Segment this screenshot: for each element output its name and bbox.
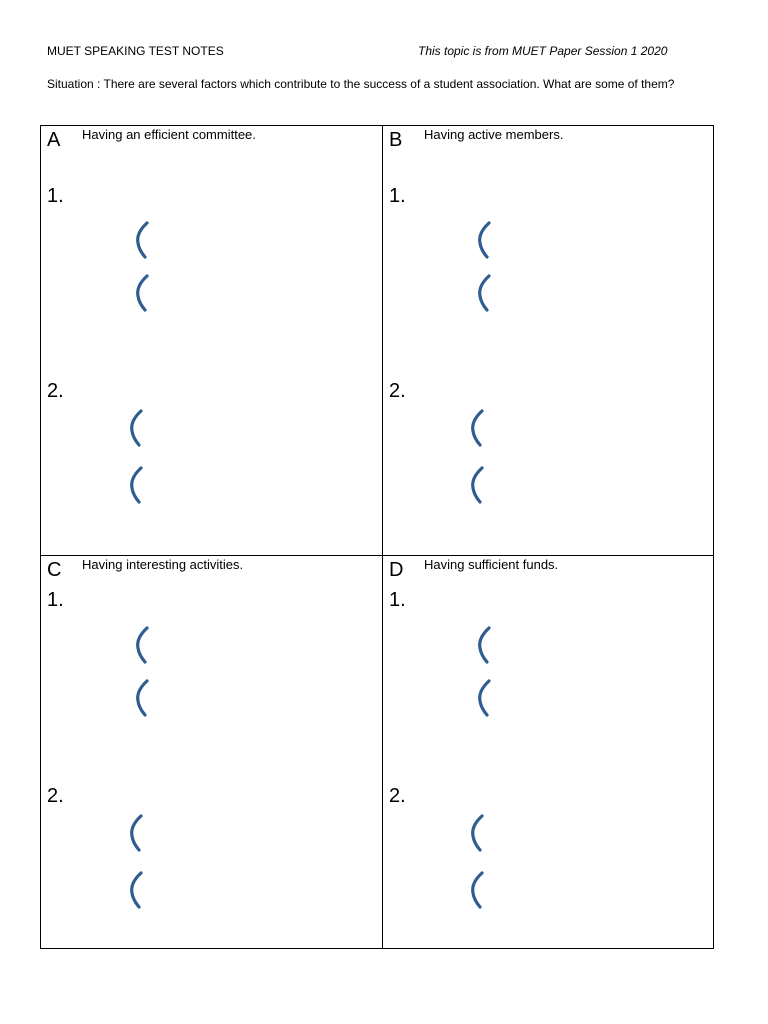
bracket-bullet-icon (127, 869, 147, 911)
bracket-bullet-icon (133, 677, 153, 719)
cell-title: Having interesting activities. (82, 557, 244, 572)
bracket-bullet-icon (133, 272, 153, 314)
bracket-bullet-icon (468, 812, 488, 854)
cell-letter: D (389, 559, 404, 581)
answer-grid (40, 125, 714, 949)
cell-b (383, 126, 724, 555)
item-number: 1. (47, 589, 64, 611)
cell-title: Having an efficient committee. (82, 127, 256, 142)
bracket-bullet-icon (133, 624, 153, 666)
bracket-bullet-icon (468, 407, 488, 449)
bracket-bullet-icon (127, 407, 147, 449)
cell-a (41, 126, 382, 555)
header-right: This topic is from MUET Paper Session 1 2020 (418, 44, 668, 58)
cell-c (41, 556, 382, 949)
cell-title: Having sufficient funds. (424, 557, 559, 572)
cell-letter: A (47, 129, 61, 151)
item-number: 2. (389, 785, 406, 807)
item-number: 1. (389, 589, 406, 611)
item-number: 2. (47, 380, 64, 402)
bracket-bullet-icon (133, 219, 153, 261)
header-left: MUET SPEAKING TEST NOTES (47, 44, 224, 58)
bracket-bullet-icon (127, 812, 147, 854)
situation-text: Situation : There are several factors which contribute to the success of a student association. What are some of them? (47, 77, 675, 91)
cell-d (383, 556, 724, 949)
item-number: 2. (389, 380, 406, 402)
cell-letter: C (47, 559, 62, 581)
bracket-bullet-icon (475, 219, 495, 261)
bracket-bullet-icon (475, 272, 495, 314)
item-number: 1. (389, 185, 406, 207)
cell-title: Having active members. (424, 127, 564, 142)
item-number: 1. (47, 185, 64, 207)
item-number: 2. (47, 785, 64, 807)
bracket-bullet-icon (468, 464, 488, 506)
bracket-bullet-icon (468, 869, 488, 911)
bracket-bullet-icon (127, 464, 147, 506)
cell-letter: B (389, 129, 403, 151)
bracket-bullet-icon (475, 677, 495, 719)
bracket-bullet-icon (475, 624, 495, 666)
